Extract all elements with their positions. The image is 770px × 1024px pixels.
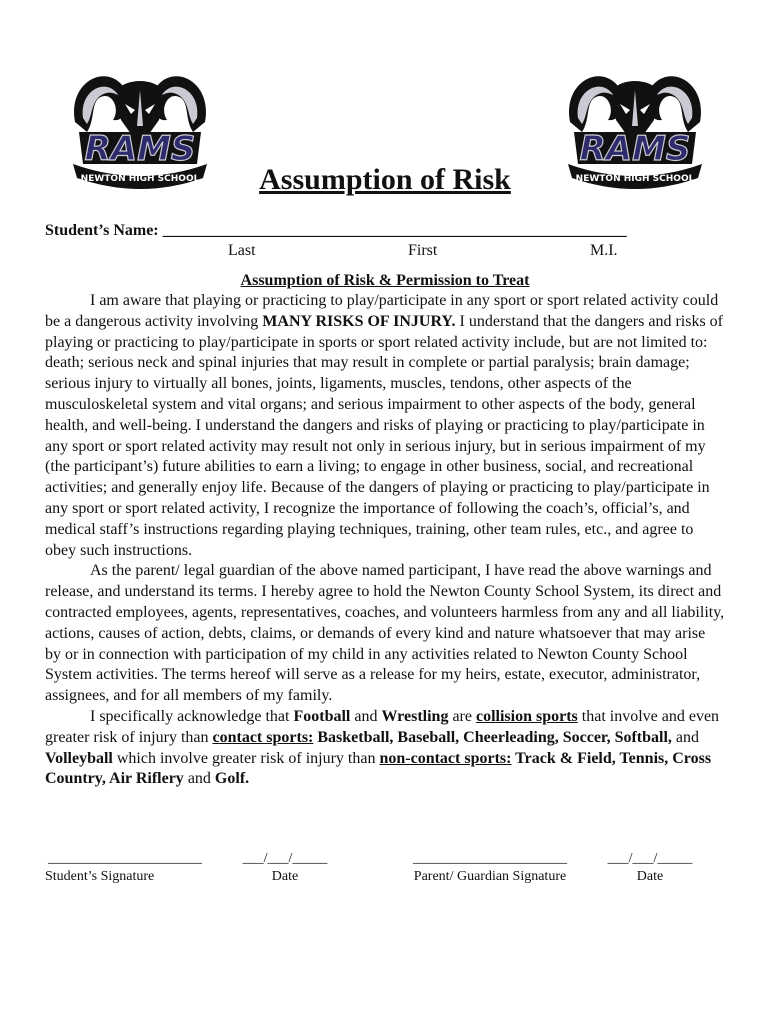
student-signature-line[interactable]: ______________________	[48, 851, 202, 866]
para3-text-7: and	[183, 770, 215, 788]
para3-golf: Golf.	[214, 770, 250, 788]
parent-signature-line[interactable]: ______________________	[413, 851, 567, 866]
parent-date-line[interactable]: ___/___/_____	[607, 851, 693, 866]
paragraph-3	[45, 707, 725, 790]
paragraph-2: As the parent/ legal guardian of the above named participant, I have read the above warnings and release, and understand its terms. I hereby agree to hold the Newton County School System, its direct and contracted employees, agents, representatives, coaches, and volunteers harmless from any and all liability, actions, causes of action, debts, claims, or demands of every kind and nature whatsoever that may arise by or in connection with participation of my child in any activities related to Newton County School System activities. The terms hereof will serve as a release for my heirs, estate, executor, administrator, assignees, and for all members of my family.	[45, 562, 725, 705]
logo-school-text: NEWTON HIGH SCHOOL	[80, 174, 200, 184]
page-title: Assumption of Risk	[259, 163, 511, 196]
para3-non-contact-list: Track & Field, Tennis, Cross Country, Air Riflery	[45, 749, 712, 788]
student-signature-label: Student’s Signature	[45, 869, 155, 884]
logo-team-text: RAMS	[579, 129, 691, 169]
paragraph-1	[45, 291, 725, 561]
logo-school-text: NEWTON HIGH SCHOOL	[575, 174, 695, 184]
para3-contact-sports: contact sports:	[212, 728, 314, 746]
para3-text-2: and	[350, 707, 382, 725]
first-name-label: First	[408, 242, 438, 259]
para3-football: Football	[293, 707, 351, 725]
para3-contact-list: Basketball, Baseball, Cheerleading, Soccer, Softball,	[313, 728, 672, 746]
para3-text-1: I specifically acknowledge that	[90, 707, 294, 725]
student-name-label: Student’s Name:	[45, 222, 159, 239]
para1-emphasis: MANY RISKS OF INJURY.	[262, 312, 456, 330]
student-name-field[interactable]	[45, 222, 735, 240]
para3-text-6: which involve greater risk of injury than	[112, 749, 380, 767]
document-body	[45, 291, 725, 790]
para3-text-4: that involve and even greater risk of injury than	[45, 707, 720, 746]
para3-non-contact-sports: non-contact sports:	[379, 749, 512, 767]
parent-date-label: Date	[636, 869, 664, 884]
last-name-label: Last	[228, 242, 256, 259]
logo-team-text: RAMS	[84, 129, 196, 169]
para3-volleyball: Volleyball	[45, 749, 113, 767]
student-name-blank[interactable]: __________________________________________________________	[162, 222, 627, 239]
student-date-field[interactable]	[225, 851, 345, 885]
para3-text-5: and	[671, 728, 700, 746]
para3-wrestling: Wrestling	[381, 707, 449, 725]
student-name-sublabels	[0, 242, 770, 262]
section-subtitle: Assumption of Risk & Permission to Treat	[240, 272, 530, 289]
para3-collision-sports: collision sports	[475, 707, 578, 725]
middle-initial-label: M.I.	[590, 242, 618, 259]
signature-row	[0, 851, 770, 896]
para1-text-1: I am aware that playing or practicing to play/participate in any sport or sport related activity could be a dangerous activity involving	[45, 292, 719, 330]
parent-signature-label: Parent/ Guardian Signature	[413, 869, 567, 884]
student-date-line[interactable]: ___/___/_____	[242, 851, 328, 866]
para1-text-2: I understand that the dangers and risks of playing or practicing to play/participate in sports or sport related activity include, but are not limited to: death; serious neck and spinal injuries that may result in complete or partial paralysis; brain damage; serious injury to virtually all bones, joints, ligaments, muscles, tendons, other aspects of the musculoskeletal system and vital organs; and serious impairment to other aspects of the body, general health, and well-being. I understand the dangers and risks of playing or practicing to play/participate in any sport or sport related activity may result not only in serious injury, but in serious impairment of my (the participant’s) future abilities to earn a living; to engage in other business, social, and recreational activities; and generally enjoy life. Because of the dangers of playing or practicing to play/participate in any sport or sport related activity, I recognize the importance of following the coach’s, official’s, and medical staff’s instructions regarding playing techniques, training, other team rules, etc., and agree to obey such instructions.	[45, 312, 723, 559]
parent-date-field[interactable]	[590, 851, 710, 885]
student-signature-field[interactable]	[45, 851, 205, 885]
student-date-label: Date	[271, 869, 299, 884]
parent-signature-field[interactable]	[405, 851, 575, 885]
para3-text-3: are	[448, 707, 476, 725]
